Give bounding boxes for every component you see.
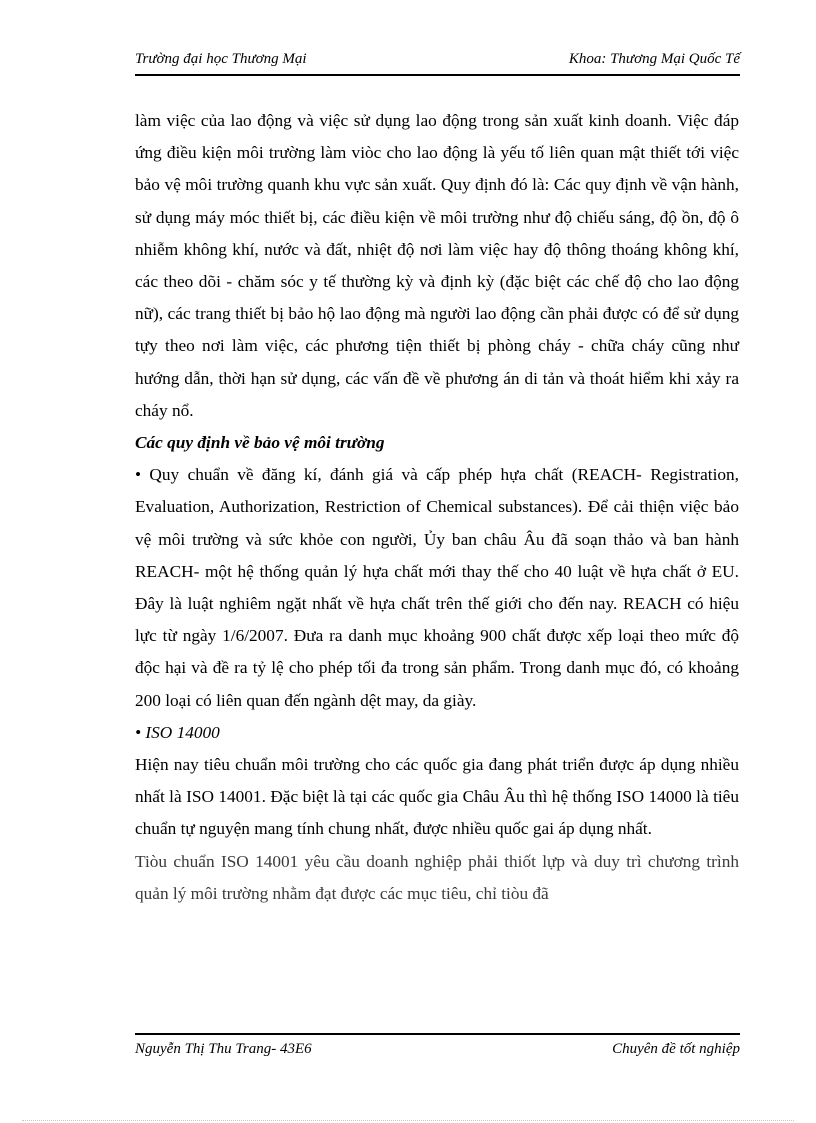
- paragraph-working-conditions: làm việc của lao động và việc sử dụng lao động trong sản xuất kinh doanh. Việc đáp ứng điều kiện môi trường làm viòc cho lao động là yếu tố liên quan mật thiết tới việc bảo vệ môi trường quanh khu vực sản xuất. Quy định đó là: Các quy định về vận hành, sử dụng máy móc thiết bị, các điều kiện về môi trường như độ chiếu sáng, độ ồn, độ ô nhiễm không khí, nước và đất, nhiệt độ nơi làm việc hay độ thông thoáng không khí, các theo dõi - chăm sóc y tế thường kỳ và định kỳ (đặc biệt các chế độ cho lao động nữ), các trang thiết bị bảo hộ lao động mà người lao động cần phải được có để sử dụng tựy theo nơi làm việc, các phương tiện thiết bị phòng cháy - chữa cháy cũng như hướng dẫn, thời hạn sử dụng, các vấn đề về phương án di tản và thoát hiểm khi xảy ra cháy nổ.: [135, 111, 739, 420]
- paragraph-reach: • Quy chuẩn về đăng kí, đánh giá và cấp phép hựa chất (REACH- Registration, Evaluation, Authorization, Restriction of Chemical substances). Để cải thiện việc bảo vệ môi trường và sức khỏe con người, Ủy ban châu Âu đã soạn thảo và ban hành REACH- một hệ thống quản lý hựa chất mới thay thế cho 40 luật về hựa chất ở EU. Đây là luật nghiêm ngặt nhất về hựa chất trên thế giới cho đến nay. REACH có hiệu lực từ ngày 1/6/2007. Đưa ra danh mục khoảng 900 chất được xếp loại theo mức độ độc hại và đề ra tỷ lệ cho phép tối đa trong sản phẩm. Trong danh mục đó, có khoảng 200 loại có liên quan đến ngành dệt may, da giày.: [135, 465, 739, 710]
- paragraph-iso-requirements: Tiòu chuẩn ISO 14001 yêu cầu doanh nghiệp phải thiốt lựp và duy trì chương trình quản lý môi trường nhằm đạt được các mục tiêu, chỉ tiòu đã: [135, 851, 739, 903]
- document-body: [135, 105, 739, 910]
- page-edge-divider: [22, 1120, 794, 1121]
- header-university: Trường đại học Thương Mại: [135, 51, 307, 67]
- footer-author: Nguyễn Thị Thu Trang- 43E6: [135, 1041, 312, 1057]
- page-footer: [135, 1033, 740, 1065]
- page-header: [135, 48, 740, 76]
- section-heading-environment: Các quy định về bảo vệ môi trường: [135, 433, 385, 453]
- footer-document-type: Chuyên đề tốt nghiệp: [612, 1041, 740, 1057]
- paragraph-iso-14001: Hiện nay tiêu chuẩn môi trường cho các quốc gia đang phát triển được áp dụng nhiều nhất là ISO 14001. Đặc biệt là tại các quốc gia Châu Âu thì hệ thống ISO 14000 là tiêu chuẩn tự nguyện mang tính chung nhất, được nhiều quốc gai áp dụng nhất.: [135, 755, 739, 839]
- header-faculty: Khoa: Thương Mại Quốc Tế: [568, 51, 740, 67]
- bullet-iso-14000: • ISO 14000: [135, 722, 220, 742]
